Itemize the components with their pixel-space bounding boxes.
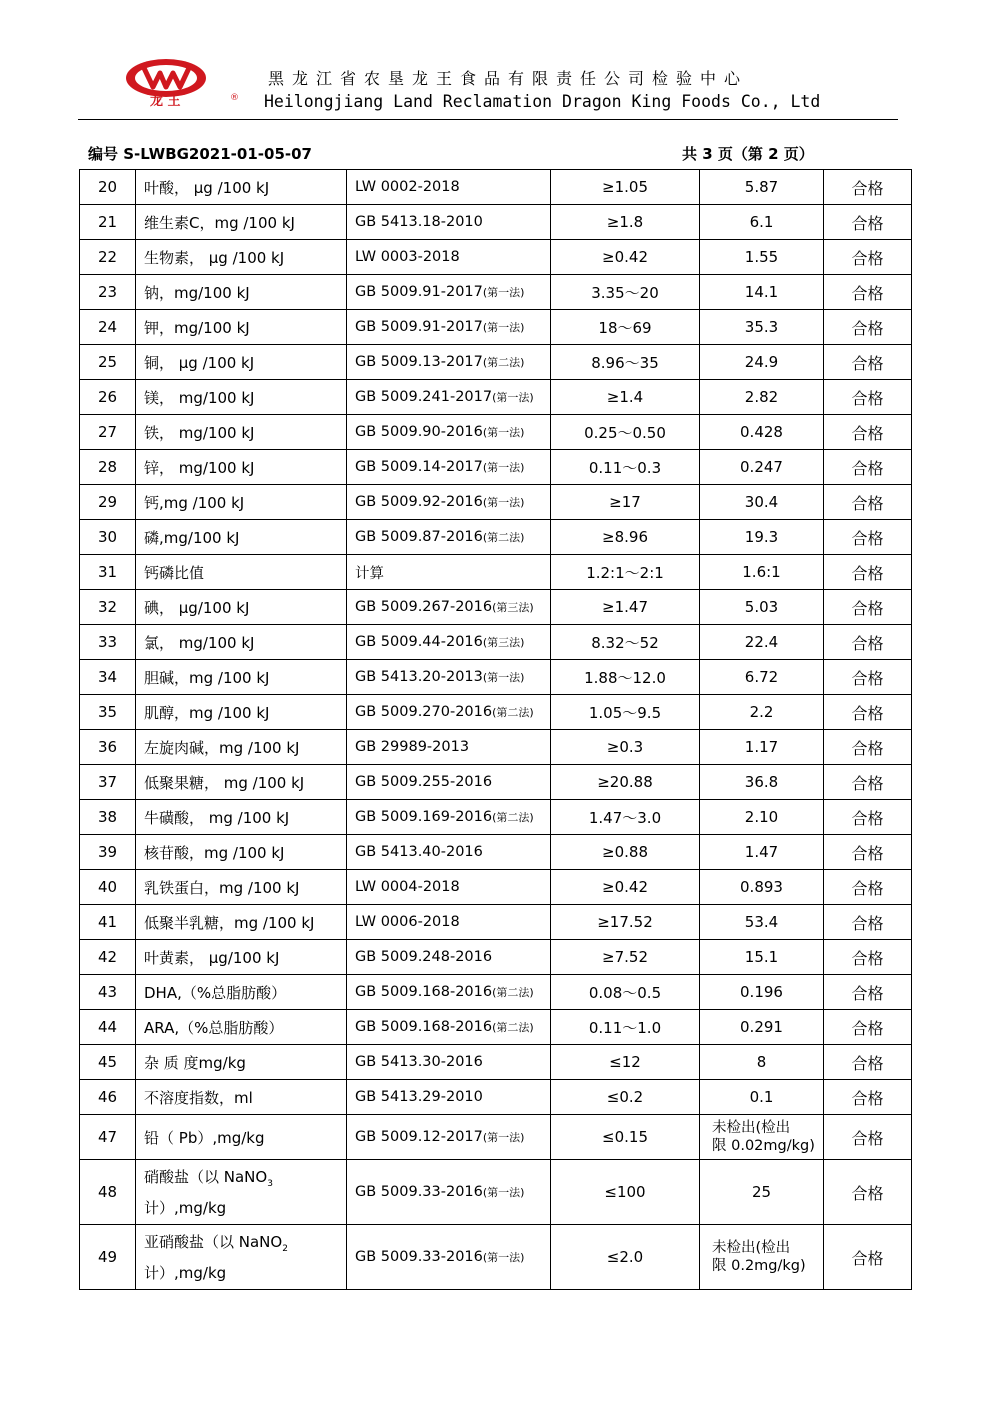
method-suffix: (第三法) [492,601,534,614]
test-item: 铁， mg/100 kJ [136,415,347,450]
method-cell [347,310,551,345]
test-item-subscript: 2 [282,1243,288,1254]
row-number: 40 [80,870,136,905]
table-row [80,1115,912,1160]
conclusion: 合格 [824,975,912,1010]
method-code: GB 5009.241-2017 [355,389,493,405]
standard-value: ≤2.0 [551,1225,700,1290]
table-row [80,1225,912,1290]
standard-value: ≥7.52 [551,940,700,975]
conclusion: 合格 [824,415,912,450]
row-number: 45 [80,1045,136,1080]
svg-text:®: ® [230,93,239,103]
result-value: 15.1 [700,940,824,975]
method-suffix: (第一法) [482,426,525,439]
method-cell [347,695,551,730]
conclusion: 合格 [824,275,912,310]
method-cell [347,1160,551,1225]
result-value: 2.2 [700,695,824,730]
row-number: 44 [80,1010,136,1045]
table-row [80,415,912,450]
result-value: 0.1 [700,1080,824,1115]
logo-text: 龙 王 [150,94,181,108]
conclusion: 合格 [824,170,912,205]
method-code: GB 5009.13-2017 [355,354,483,370]
conclusion: 合格 [824,555,912,590]
standard-value: ≥0.3 [551,730,700,765]
standard-value: 0.11～0.3 [551,450,700,485]
method-code: GB 5009.168-2016 [355,1019,493,1035]
standard-value: 1.05～9.5 [551,695,700,730]
test-item: 钙,mg /100 kJ [136,485,347,520]
standard-value: ≥0.42 [551,870,700,905]
method-cell [347,975,551,1010]
method-cell [347,170,551,205]
method-code: GB 5413.18-2010 [355,214,483,230]
method-code: LW 0002-2018 [355,179,460,195]
row-number: 38 [80,800,136,835]
method-cell [347,1010,551,1045]
test-item: DHA,（%总脂肪酸） [136,975,347,1010]
row-number: 36 [80,730,136,765]
row-number: 22 [80,240,136,275]
standard-value: 1.47～3.0 [551,800,700,835]
method-cell [347,940,551,975]
method-cell [347,1225,551,1290]
method-code: GB 5009.12-2017 [355,1129,483,1145]
conclusion: 合格 [824,940,912,975]
method-code: GB 5009.169-2016 [355,809,493,825]
table-row [80,765,912,800]
row-number: 25 [80,345,136,380]
method-code: GB 5413.40-2016 [355,844,483,860]
test-item: 磷,mg/100 kJ [136,520,347,555]
table-row [80,450,912,485]
method-cell [347,835,551,870]
table-row [80,380,912,415]
table-row [80,590,912,625]
method-cell [347,345,551,380]
row-number: 28 [80,450,136,485]
result-value: 53.4 [700,905,824,940]
test-item: 低聚果糖， mg /100 kJ [136,765,347,800]
result-value [700,1115,824,1160]
table-row [80,275,912,310]
method-code: 计算 [355,565,384,582]
method-code: GB 5009.255-2016 [355,774,493,790]
table-row [80,205,912,240]
result-value: 0.247 [700,450,824,485]
table-row [80,870,912,905]
standard-value: ≥20.88 [551,765,700,800]
method-suffix: (第一法) [482,286,525,299]
conclusion: 合格 [824,905,912,940]
test-item: 钾，mg/100 kJ [136,310,347,345]
result-value: 0.428 [700,415,824,450]
row-number: 46 [80,1080,136,1115]
test-item: 叶黄素， μg/100 kJ [136,940,347,975]
row-number: 27 [80,415,136,450]
method-suffix: (第二法) [482,356,525,369]
conclusion: 合格 [824,765,912,800]
method-cell [347,800,551,835]
conclusion: 合格 [824,1160,912,1225]
conclusion: 合格 [824,1045,912,1080]
method-suffix: (第一法) [482,1186,525,1199]
table-row [80,555,912,590]
result-value: 24.9 [700,345,824,380]
standard-value: ≥0.88 [551,835,700,870]
table-row [80,905,912,940]
table-row [80,975,912,1010]
result-line1: 未检出(检出 [712,1240,791,1256]
method-suffix: (第一法) [482,496,525,509]
conclusion: 合格 [824,310,912,345]
result-value: 35.3 [700,310,824,345]
row-number: 30 [80,520,136,555]
test-item: 核苷酸，mg /100 kJ [136,835,347,870]
standard-value: ≤0.15 [551,1115,700,1160]
method-code: GB 5009.87-2016 [355,529,483,545]
result-value: 1.6:1 [700,555,824,590]
method-code: GB 5009.92-2016 [355,494,483,510]
test-item-line1: 硝酸盐（以 NaNO [144,1167,268,1186]
standard-value: 8.96～35 [551,345,700,380]
method-suffix: (第二法) [492,986,534,999]
method-code: GB 5009.90-2016 [355,424,483,440]
standard-value: 1.88～12.0 [551,660,700,695]
conclusion: 合格 [824,1010,912,1045]
result-value: 22.4 [700,625,824,660]
result-value [700,1225,824,1290]
conclusion: 合格 [824,205,912,240]
table-row [80,1080,912,1115]
method-code: GB 5009.248-2016 [355,949,493,965]
test-item-line2: 计）,mg/kg [144,1198,227,1217]
standard-value: ≤12 [551,1045,700,1080]
table-row [80,695,912,730]
method-code: LW 0003-2018 [355,249,460,265]
result-value: 2.10 [700,800,824,835]
method-cell [347,485,551,520]
method-suffix: (第一法) [482,671,525,684]
method-code: GB 5009.44-2016 [355,634,483,650]
test-results-table [79,169,912,1290]
method-cell [347,1080,551,1115]
result-value: 5.87 [700,170,824,205]
method-code: LW 0004-2018 [355,879,460,895]
test-item [136,1225,347,1290]
test-item: 低聚半乳糖，mg /100 kJ [136,905,347,940]
result-value: 2.82 [700,380,824,415]
table-row [80,345,912,380]
method-cell [347,660,551,695]
standard-value: ≥17 [551,485,700,520]
method-suffix: (第一法) [492,391,534,404]
conclusion: 合格 [824,240,912,275]
test-item: 胆碱，mg /100 kJ [136,660,347,695]
org-name-cn: 黑龙江省农垦龙王食品有限责任公司检验中心 [268,69,749,88]
test-item: 氯， mg/100 kJ [136,625,347,660]
conclusion: 合格 [824,485,912,520]
standard-value: 1.2:1～2:1 [551,555,700,590]
method-cell [347,240,551,275]
conclusion: 合格 [824,870,912,905]
method-code: GB 5009.33-2016 [355,1184,483,1200]
result-value: 14.1 [700,275,824,310]
document-number: 编号 S-LWBG2021-01-05-07 [88,145,312,163]
standard-value: ≥1.47 [551,590,700,625]
test-item: 左旋肉碱，mg /100 kJ [136,730,347,765]
conclusion: 合格 [824,1225,912,1290]
conclusion: 合格 [824,660,912,695]
table-row [80,940,912,975]
conclusion: 合格 [824,380,912,415]
table-row [80,1045,912,1080]
method-cell [347,555,551,590]
conclusion: 合格 [824,520,912,555]
method-suffix: (第二法) [492,811,534,824]
row-number: 42 [80,940,136,975]
method-cell [347,380,551,415]
method-code: GB 5413.29-2010 [355,1089,483,1105]
test-item: 不溶度指数，ml [136,1080,347,1115]
row-number: 29 [80,485,136,520]
result-value: 30.4 [700,485,824,520]
row-number: 39 [80,835,136,870]
method-cell [347,205,551,240]
result-value: 36.8 [700,765,824,800]
standard-value: ≥1.4 [551,380,700,415]
standard-value: 18～69 [551,310,700,345]
test-item-line2: 计）,mg/kg [144,1263,227,1282]
standard-value: 0.25～0.50 [551,415,700,450]
standard-value: ≥17.52 [551,905,700,940]
method-suffix: (第二法) [492,1021,534,1034]
row-number: 34 [80,660,136,695]
method-code: GB 5009.33-2016 [355,1249,483,1265]
result-value: 5.03 [700,590,824,625]
table-row [80,240,912,275]
method-suffix: (第一法) [482,1251,525,1264]
test-item: 肌醇，mg /100 kJ [136,695,347,730]
table-row [80,800,912,835]
test-item: 生物素， μg /100 kJ [136,240,347,275]
method-code: LW 0006-2018 [355,914,460,930]
page-counter: 共 3 页（第 2 页） [682,145,814,163]
test-item: 锌， mg/100 kJ [136,450,347,485]
table-row [80,1160,912,1225]
test-item: 叶酸， μg /100 kJ [136,170,347,205]
row-number: 20 [80,170,136,205]
test-item: 钠，mg/100 kJ [136,275,347,310]
standard-value: ≥1.05 [551,170,700,205]
table-row [80,485,912,520]
method-code: GB 5009.270-2016 [355,704,493,720]
test-item: 牛磺酸， mg /100 kJ [136,800,347,835]
table-body [80,170,912,1290]
method-code: GB 5413.30-2016 [355,1054,483,1070]
standard-value: ≤0.2 [551,1080,700,1115]
row-number: 31 [80,555,136,590]
test-item: ARA,（%总脂肪酸） [136,1010,347,1045]
method-cell [347,1045,551,1080]
table-row [80,660,912,695]
page-header [0,0,992,125]
row-number: 48 [80,1160,136,1225]
row-number: 24 [80,310,136,345]
conclusion: 合格 [824,835,912,870]
conclusion: 合格 [824,450,912,485]
test-item: 碘， μg/100 kJ [136,590,347,625]
method-code: GB 5009.14-2017 [355,459,483,475]
row-number: 43 [80,975,136,1010]
conclusion: 合格 [824,1115,912,1160]
conclusion: 合格 [824,730,912,765]
conclusion: 合格 [824,590,912,625]
result-line2: 限 0.02mg/kg) [712,1138,815,1154]
test-item-line1: 亚硝酸盐（以 NaNO [144,1232,283,1251]
result-value: 19.3 [700,520,824,555]
table-row [80,310,912,345]
row-number: 32 [80,590,136,625]
row-number: 41 [80,905,136,940]
row-number: 21 [80,205,136,240]
method-cell [347,415,551,450]
method-code: GB 29989-2013 [355,739,470,755]
standard-value: 8.32～52 [551,625,700,660]
method-cell [347,730,551,765]
method-cell [347,870,551,905]
result-value: 1.17 [700,730,824,765]
test-item-subscript: 3 [267,1178,273,1189]
conclusion: 合格 [824,625,912,660]
method-suffix: (第一法) [482,1131,525,1144]
test-item: 钙磷比值 [136,555,347,590]
method-cell [347,625,551,660]
method-suffix: (第二法) [492,706,534,719]
test-item [136,1160,347,1225]
standard-value: 3.35～20 [551,275,700,310]
result-value: 25 [700,1160,824,1225]
row-number: 33 [80,625,136,660]
table-row [80,625,912,660]
org-name-en: Heilongjiang Land Reclamation Dragon King Foods Co., Ltd [264,92,821,111]
table-row [80,730,912,765]
standard-value: ≥0.42 [551,240,700,275]
test-item: 维生素C，mg /100 kJ [136,205,347,240]
standard-value: 0.08～0.5 [551,975,700,1010]
conclusion: 合格 [824,695,912,730]
method-cell [347,590,551,625]
row-number: 26 [80,380,136,415]
result-value: 1.47 [700,835,824,870]
header-divider [78,119,898,120]
standard-value: ≤100 [551,1160,700,1225]
result-value: 0.196 [700,975,824,1010]
method-cell [347,1115,551,1160]
method-cell [347,905,551,940]
method-cell [347,765,551,800]
row-number: 37 [80,765,136,800]
method-cell [347,520,551,555]
method-cell [347,275,551,310]
conclusion: 合格 [824,1080,912,1115]
table-row [80,170,912,205]
standard-value: 0.11～1.0 [551,1010,700,1045]
test-item: 镁， mg/100 kJ [136,380,347,415]
method-code: GB 5009.267-2016 [355,599,493,615]
company-logo [120,56,240,108]
result-value: 6.72 [700,660,824,695]
standard-value: ≥1.8 [551,205,700,240]
method-code: GB 5009.91-2017 [355,319,483,335]
test-item: 乳铁蛋白，mg /100 kJ [136,870,347,905]
result-value: 0.893 [700,870,824,905]
method-cell [347,450,551,485]
row-number: 23 [80,275,136,310]
method-code: GB 5009.168-2016 [355,984,493,1000]
result-line1: 未检出(检出 [712,1120,791,1136]
result-value: 0.291 [700,1010,824,1045]
method-code: GB 5413.20-2013 [355,669,483,685]
test-item: 杂 质 度mg/kg [136,1045,347,1080]
conclusion: 合格 [824,800,912,835]
method-suffix: (第三法) [482,636,525,649]
conclusion: 合格 [824,345,912,380]
result-value: 1.55 [700,240,824,275]
table-row [80,1010,912,1045]
table-row [80,520,912,555]
method-suffix: (第一法) [482,321,525,334]
table-row [80,835,912,870]
standard-value: ≥8.96 [551,520,700,555]
result-value: 6.1 [700,205,824,240]
result-line2: 限 0.2mg/kg) [712,1258,806,1274]
method-suffix: (第二法) [482,531,525,544]
test-item: 铅（ Pb）,mg/kg [136,1115,347,1160]
result-value: 8 [700,1045,824,1080]
method-code: GB 5009.91-2017 [355,284,483,300]
method-suffix: (第一法) [482,461,525,474]
row-number: 47 [80,1115,136,1160]
row-number: 49 [80,1225,136,1290]
test-item: 铜， μg /100 kJ [136,345,347,380]
row-number: 35 [80,695,136,730]
